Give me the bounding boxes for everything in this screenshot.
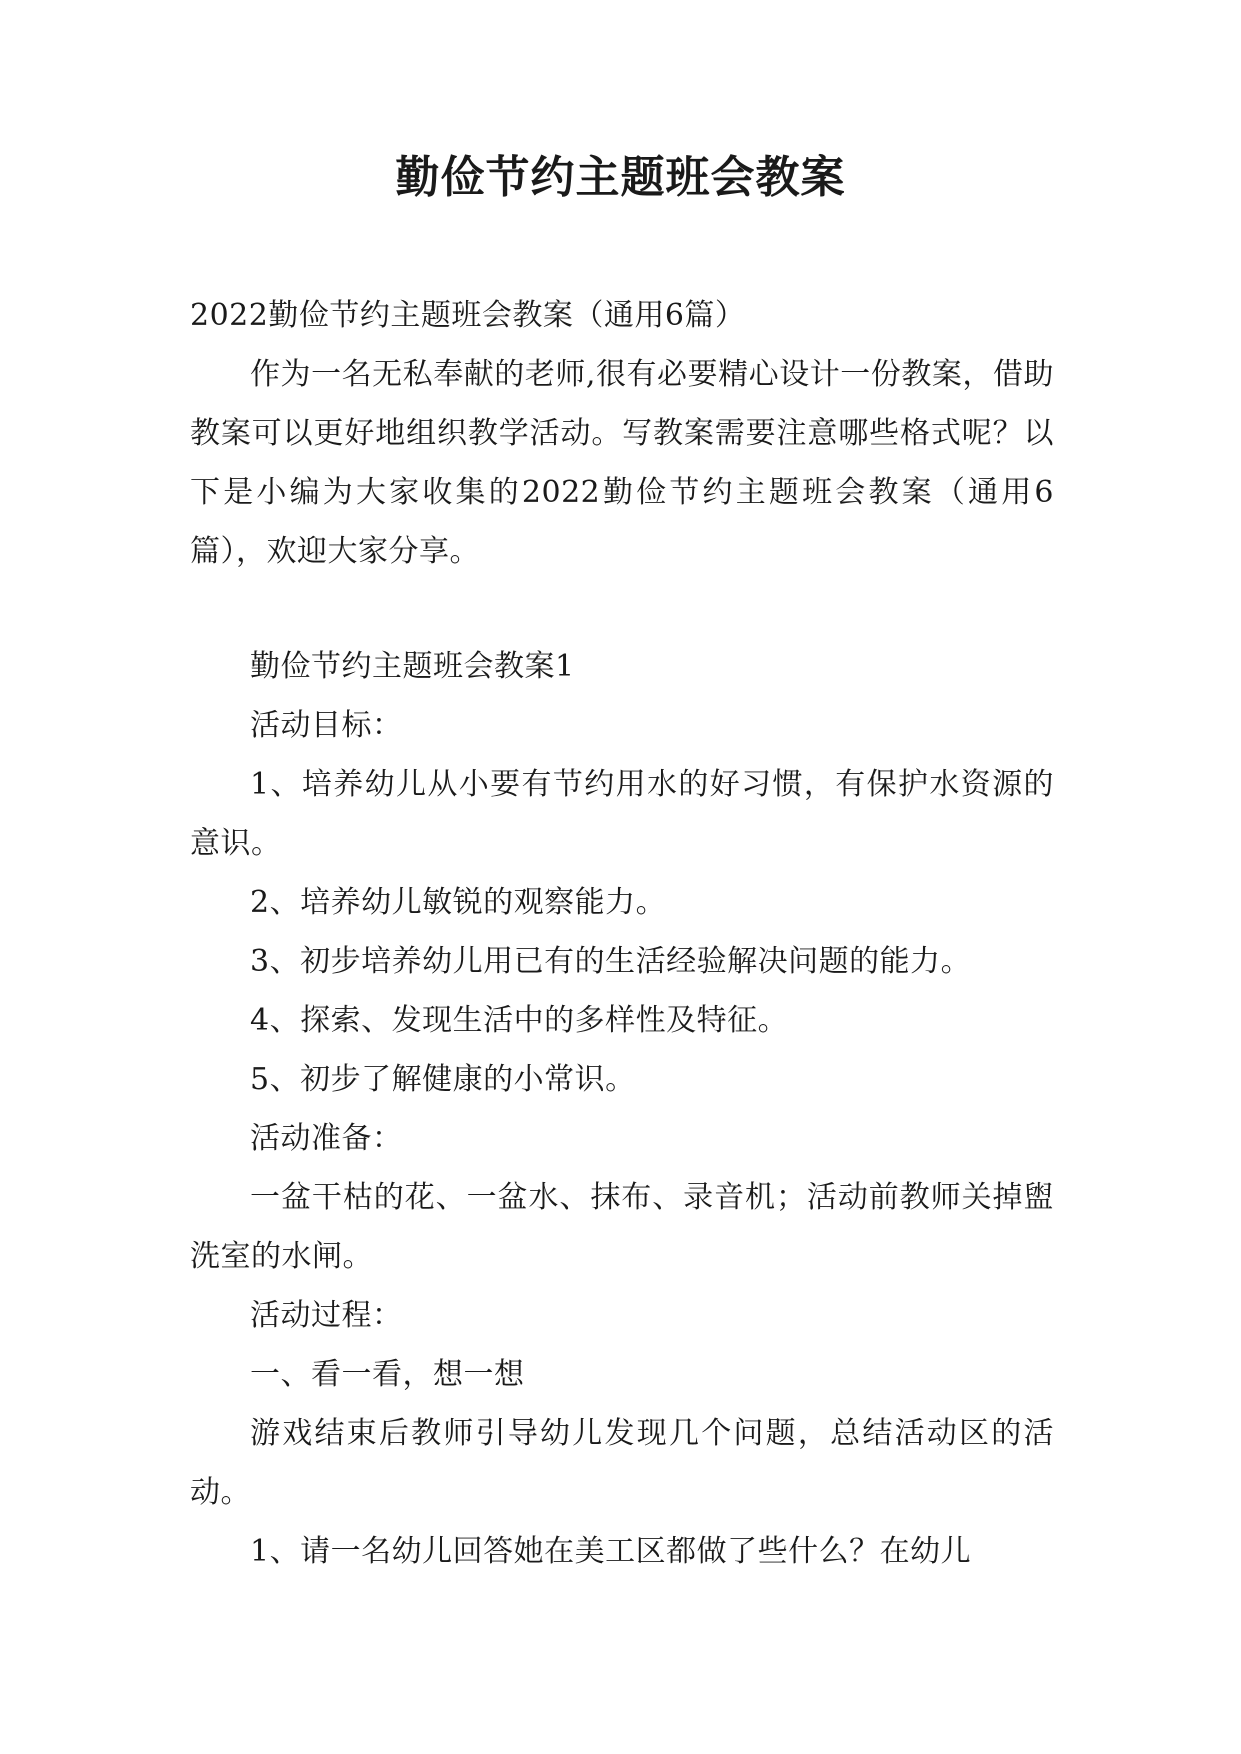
document-body xyxy=(190,286,1054,1581)
intro-paragraph: 作为一名无私奉献的老师,很有必要精心设计一份教案，借助教案可以更好地组织教学活动。写教案需要注意哪些格式呢？以下是小编为大家收集的2022勤俭节约主题班会教案（通用6篇），欢迎大家分享。 xyxy=(190,357,1054,569)
process-label: 活动过程： xyxy=(250,1298,403,1333)
prep-text: 一盆干枯的花、一盆水、抹布、录音机；活动前教师关掉盥洗室的水闸。 xyxy=(190,1180,1054,1274)
goal-item: 1、培养幼儿从小要有节约用水的好习惯，有保护水资源的意识。 xyxy=(190,767,1054,861)
goal-item: 3、初步培养幼儿用已有的生活经验解决问题的能力。 xyxy=(250,944,972,979)
section-heading: 勤俭节约主题班会教案1 xyxy=(250,649,575,684)
goal-item: 2、培养幼儿敏锐的观察能力。 xyxy=(250,885,667,920)
goals-label: 活动目标： xyxy=(250,708,403,743)
document-subtitle: 2022勤俭节约主题班会教案（通用6篇） xyxy=(190,298,746,333)
goal-item: 4、探索、发现生活中的多样性及特征。 xyxy=(250,1003,789,1038)
step-text: 游戏结束后教师引导幼儿发现几个问题，总结活动区的活动。 xyxy=(190,1416,1054,1510)
goal-item: 5、初步了解健康的小常识。 xyxy=(250,1062,636,1097)
step-heading: 一、看一看，想一想 xyxy=(250,1357,525,1392)
document-title: 勤俭节约主题班会教案 xyxy=(395,152,846,203)
question-item: 1、请一名幼儿回答她在美工区都做了些什么？在幼儿 xyxy=(250,1534,972,1569)
prep-label: 活动准备： xyxy=(250,1121,403,1156)
